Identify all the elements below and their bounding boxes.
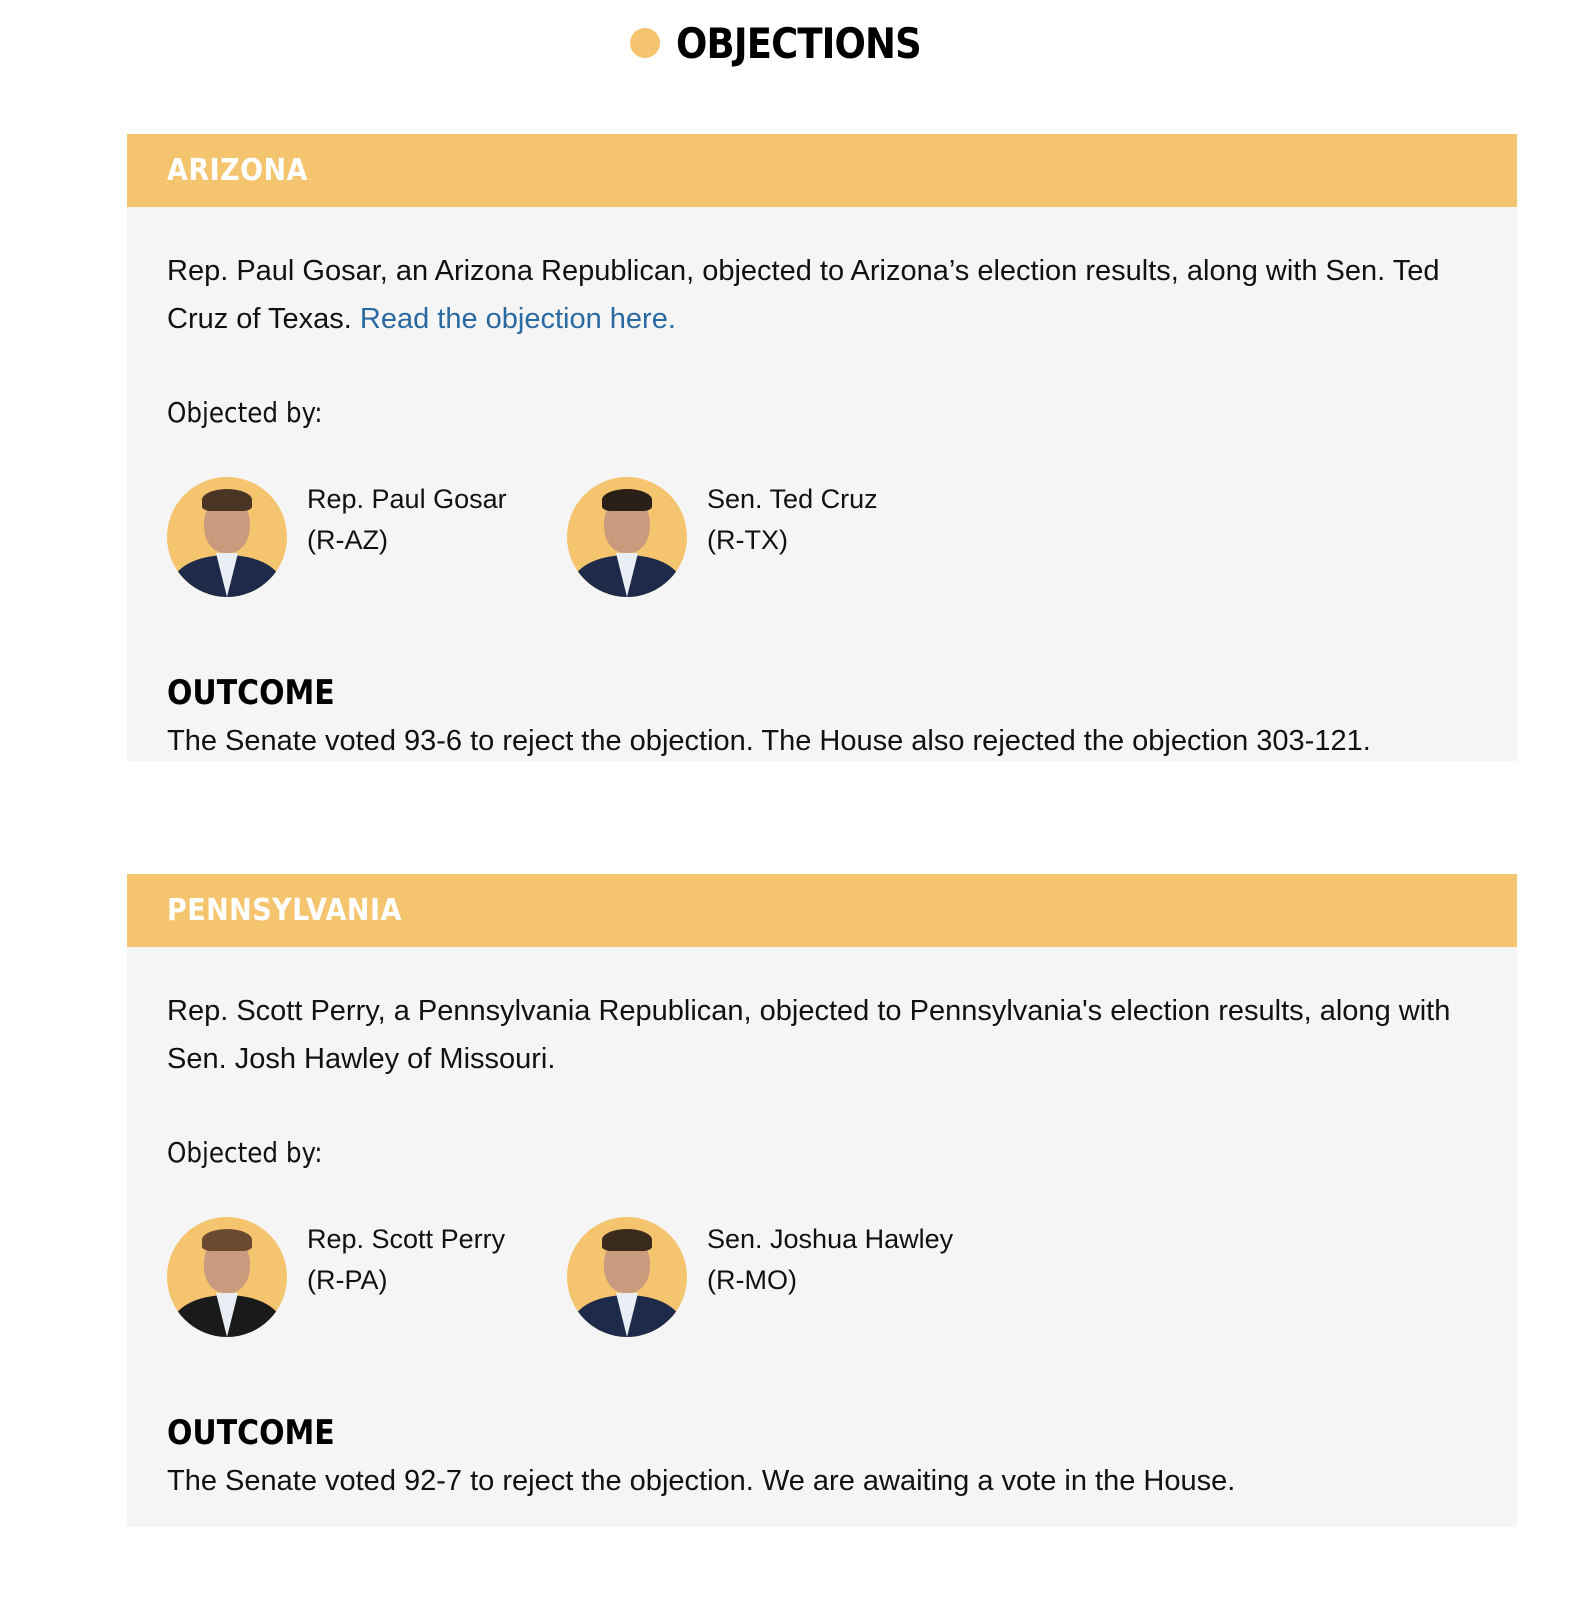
section-header <box>127 874 1517 947</box>
person-party: (R-AZ) <box>307 525 388 555</box>
person-party: (R-PA) <box>307 1265 388 1295</box>
section-header <box>127 134 1517 207</box>
outcome-label: OUTCOME <box>167 1413 335 1453</box>
page-header <box>0 0 1585 86</box>
person-card[interactable] <box>567 1217 967 1337</box>
objected-by-label: Objected by: <box>167 1136 323 1169</box>
person-card[interactable] <box>167 1217 567 1337</box>
objected-by-label: Objected by: <box>167 396 323 429</box>
section-pennsylvania <box>127 874 1517 1527</box>
page-title: OBJECTIONS <box>676 18 922 68</box>
person-name: Rep. Paul Gosar <box>307 484 507 514</box>
read-objection-link[interactable]: Read the objection here. <box>359 303 676 335</box>
person-name: Sen. Ted Cruz <box>707 484 878 514</box>
person-card[interactable] <box>567 477 967 597</box>
people-list <box>167 477 1477 597</box>
avatar <box>567 1217 687 1337</box>
person-name: Sen. Joshua Hawley <box>707 1224 954 1254</box>
description-text: Rep. Paul Gosar, an Arizona Republican, objected to Arizona’s election results, along with Sen. Ted Cruz of Texas. <box>167 255 1440 335</box>
outcome-label: OUTCOME <box>167 673 335 713</box>
section-body <box>127 207 1517 761</box>
person-name: Rep. Scott Perry <box>307 1224 506 1254</box>
section-title: ARIZONA <box>167 153 308 188</box>
header-dot-icon <box>630 28 660 58</box>
avatar <box>167 477 287 597</box>
outcome-text: The Senate voted 92-7 to reject the objection. We are awaiting a vote in the House. <box>167 1465 1236 1497</box>
description-text: Rep. Scott Perry, a Pennsylvania Republican, objected to Pennsylvania's election results, along with Sen. Josh Hawley of Missouri. <box>167 995 1451 1075</box>
person-card[interactable] <box>167 477 567 597</box>
section-description <box>167 947 1477 1083</box>
people-list <box>167 1217 1477 1337</box>
section-arizona <box>127 134 1517 761</box>
outcome-text: The Senate voted 93-6 to reject the objection. The House also rejected the objection 303-121. <box>167 725 1371 757</box>
section-title: PENNSYLVANIA <box>167 893 402 928</box>
avatar <box>167 1217 287 1337</box>
person-party: (R-MO) <box>707 1265 797 1295</box>
section-description <box>167 207 1477 343</box>
person-party: (R-TX) <box>707 525 788 555</box>
section-body <box>127 947 1517 1527</box>
avatar <box>567 477 687 597</box>
